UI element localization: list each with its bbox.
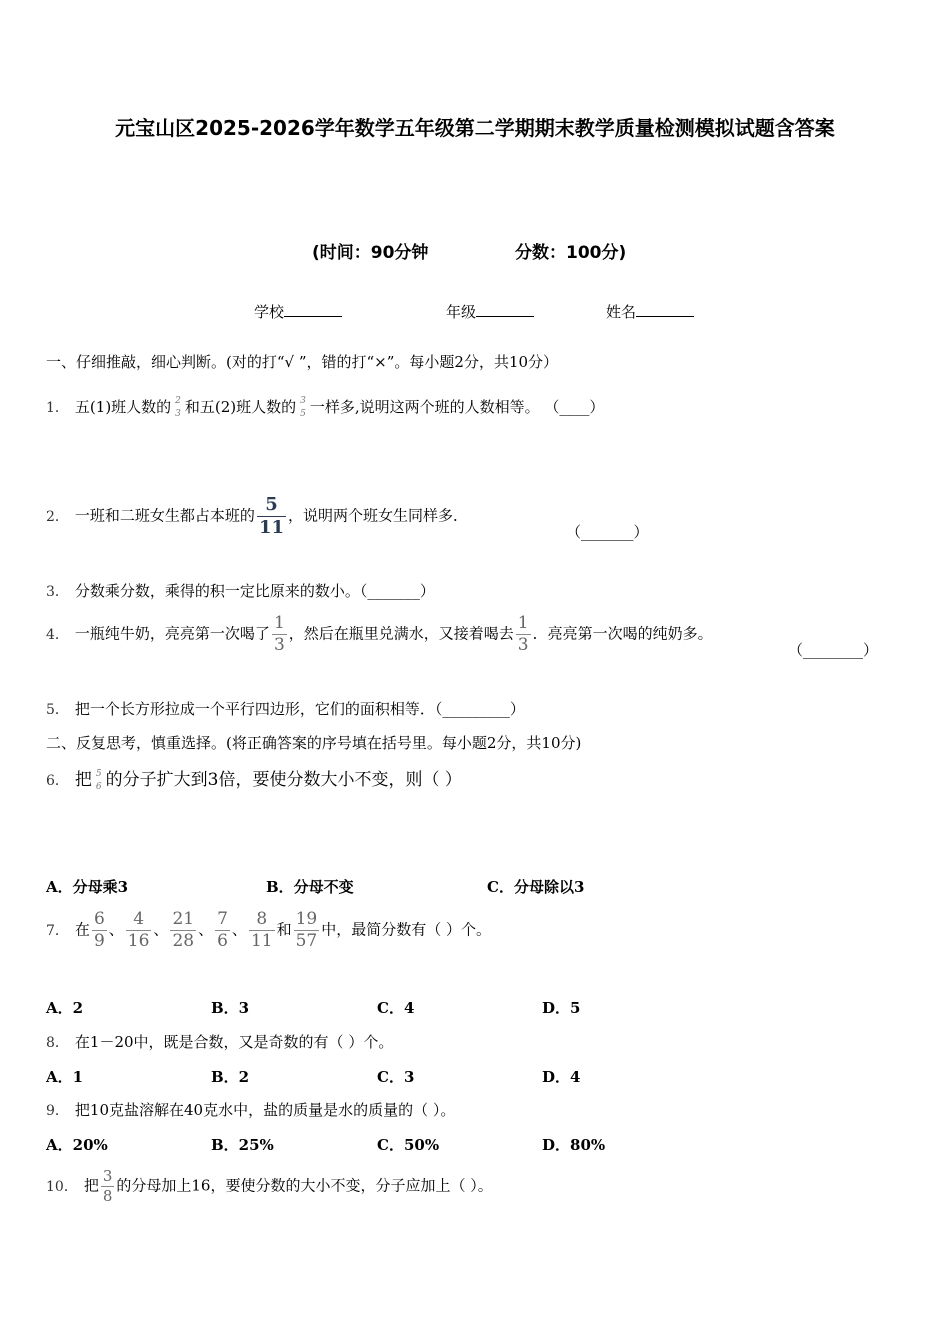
option-a[interactable]: A．20% [46, 1136, 108, 1154]
option-c[interactable]: C．50% [377, 1136, 440, 1154]
question-number: 9． [46, 1103, 69, 1119]
option-d[interactable]: D．5 [542, 999, 581, 1017]
grade-label: 年级 [446, 303, 477, 321]
question-number: 1． [46, 400, 69, 416]
fraction: $\frac{21}{28}$ [172, 909, 195, 951]
fraction: $\frac{6}{9}$ [93, 909, 105, 951]
page-title: 元宝山区2025-2026学年数学五年级第二学期期末教学质量检测模拟试题含答案 [115, 116, 835, 140]
option-c[interactable]: C．3 [377, 1068, 415, 1086]
question-number: 7． [46, 922, 69, 939]
fraction: $\frac{5}{11}$ [258, 494, 284, 538]
option-d[interactable]: D．4 [542, 1068, 581, 1086]
question-9: 9． 把10克盐溶解在40克水中，盐的质量是水的质量的（ ）。 [46, 1101, 456, 1119]
question-number: 3． [46, 584, 69, 600]
school-label: 学校 [254, 303, 285, 321]
fraction: $\frac{1}{3}$ [273, 613, 285, 655]
question-6: 6． 把 5 6 的分子扩大到3倍，要使分数大小不变，则（ ） [46, 768, 462, 792]
fraction: $\frac{1}{3}$ [517, 613, 529, 655]
question-number: 10． [46, 1178, 78, 1195]
question-8: 8． 在1－20中，既是合数，又是奇数的有（ ）个。 [46, 1033, 394, 1051]
option-c[interactable]: C．4 [377, 999, 415, 1017]
grade-field [446, 301, 534, 322]
question-number: 5． [46, 702, 69, 718]
option-c[interactable]: C．分母除以3 [487, 878, 585, 896]
question-4: 4． 一瓶纯牛奶，亮亮第一次喝了 $\frac{1}{3}$ ，然后在瓶里兑满水，又接着喝去 $\frac{1}{3}$ ．亮亮第一次喝的纯奶多。 [46, 613, 713, 655]
question-number: 6． [46, 773, 69, 789]
exam-time: (时间：90分钟 [312, 243, 429, 263]
question-3: 3． 分数乘分数，乘得的积一定比原来的数小。（_______） [46, 582, 435, 600]
fraction: 3 5 [300, 396, 306, 419]
question-number: 8． [46, 1035, 69, 1051]
question-2-answer[interactable]: （_______） [566, 523, 649, 541]
option-b[interactable]: B．分母不变 [266, 878, 354, 896]
option-b[interactable]: B．3 [211, 999, 250, 1017]
fraction: $\frac{8}{11}$ [250, 909, 273, 951]
fraction: $\frac{4}{16}$ [127, 909, 150, 951]
grade-blank[interactable] [476, 302, 534, 317]
section-1-heading: 一、仔细推敲，细心判断。(对的打“√ ”，错的打“×”。每小题2分，共10分） [46, 353, 559, 371]
question-2: 2． 一班和二班女生都占本班的 $\frac{5}{11}$ ，说明两个班女生同样多． [46, 494, 469, 538]
option-b[interactable]: B．2 [211, 1068, 250, 1086]
question-10: 10． 把 $\frac{3}{8}$ 的分母加上16，要使分数的大小不变，分子应加上（ ）。 [46, 1167, 493, 1205]
fraction: $\frac{19}{57}$ [295, 909, 318, 951]
question-4-answer[interactable]: （________） [788, 641, 879, 659]
question-1: 1． 五(1)班人数的 2 3 和五(2)班人数的 3 5 一样多,说明这两个班的人数相等。 （____） [46, 396, 605, 419]
option-d[interactable]: D．80% [542, 1136, 606, 1154]
name-field [606, 301, 694, 322]
option-a[interactable]: A．2 [46, 999, 84, 1017]
name-label: 姓名 [606, 303, 637, 321]
question-5: 5． 把一个长方形拉成一个平行四边形，它们的面积相等．（_________） [46, 700, 525, 718]
exam-score: 分数：100分) [515, 243, 627, 263]
option-a[interactable]: A．1 [46, 1068, 84, 1086]
school-field [254, 301, 342, 322]
question-number: 2． [46, 508, 69, 525]
fraction: $\frac{3}{8}$ [102, 1167, 113, 1205]
name-blank[interactable] [636, 302, 694, 317]
section-2-heading: 二、反复思考，慎重选择。(将正确答案的序号填在括号里。每小题2分，共10分) [46, 734, 582, 752]
school-blank[interactable] [284, 302, 342, 317]
option-b[interactable]: B．25% [211, 1136, 274, 1154]
fraction: 2 3 [175, 396, 181, 419]
question-number: 4． [46, 626, 69, 643]
fraction: $\frac{7}{6}$ [217, 909, 228, 951]
question-7: 7． 在 $\frac{6}{9}$ 、 $\frac{4}{16}$ 、 $\frac{21}{28}$ 、 $\frac{7}{6}$ 、 $\frac{8}{11}$ 和 $\frac{19}{57}$ 中，最简分数有（ ）个。 [46, 909, 492, 951]
option-a[interactable]: A．分母乘3 [46, 878, 129, 896]
fraction: 5 6 [95, 768, 102, 792]
